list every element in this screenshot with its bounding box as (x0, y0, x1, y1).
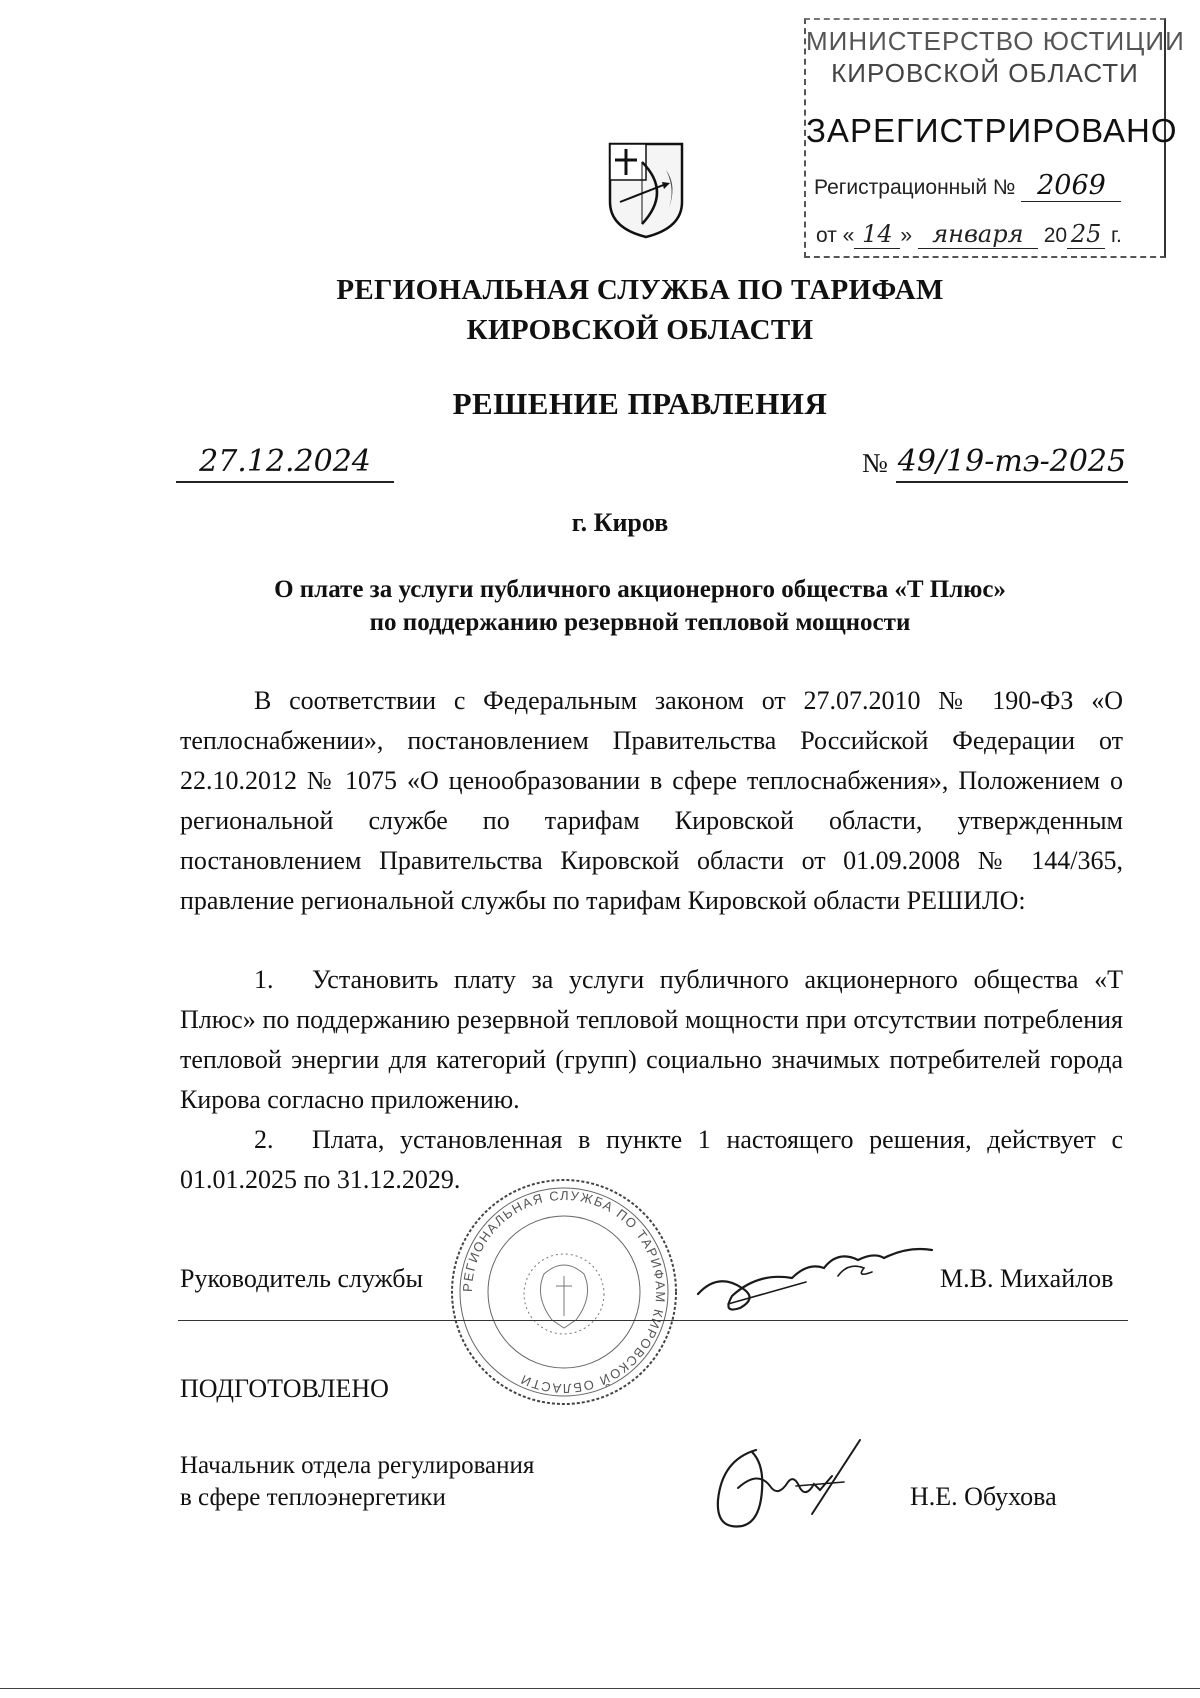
item-text: Установить плату за услуги публичного акционерного общества «Т Плюс» по поддержанию резервной тепловой мощности при отсутствии потребления тепловой энергии для категорий (групп) социально значимых потребителей города Кирова согласно приложению. (180, 965, 1123, 1114)
stamp-number-value: 2069 (1021, 170, 1121, 202)
preparer-position (180, 1450, 534, 1514)
preparer-position-line2: в сфере теплоэнергетики (180, 1484, 446, 1511)
item-number: 1. (254, 965, 274, 994)
number-sign: № (862, 448, 888, 478)
stamp-date-year-prefix: 20 (1043, 224, 1068, 247)
registration-stamp (804, 18, 1185, 258)
decision-item (180, 960, 1123, 1120)
document-number-block (862, 444, 1128, 483)
stamp-date-day: 14 (854, 220, 900, 249)
stamp-region: КИРОВСКОЙ ОБЛАСТИ (831, 58, 1139, 88)
stamp-date-year: 25 (1067, 220, 1105, 249)
signature-divider (178, 1320, 1128, 1321)
official-seal-icon (448, 1176, 680, 1408)
signatory-position: Руководитель службы (180, 1264, 423, 1293)
page-bottom-rule (0, 1688, 1200, 1689)
stamp-date-suffix: г. (1110, 224, 1122, 247)
preparer-position-line1: Начальник отдела регулирования (180, 1452, 535, 1479)
stamp-ministry: МИНИСТЕРСТВО ЮСТИЦИИ (806, 26, 1185, 56)
subject-line2: по поддержанию резервной тепловой мощности (369, 609, 911, 636)
city: г. Киров (571, 508, 669, 537)
stamp-status: ЗАРЕГИСТРИРОВАНО (806, 112, 1178, 149)
stamp-date-month: января (918, 220, 1038, 249)
document-number: 49/19-тэ-2025 (896, 444, 1128, 483)
item-number: 2. (254, 1125, 274, 1154)
document-type: РЕШЕНИЕ ПРАВЛЕНИЯ (452, 386, 828, 421)
stamp-date-mid: » (900, 224, 913, 247)
head-signature-icon (688, 1232, 938, 1332)
item-text: Плата, установленная в пункте 1 настоящего решения, действует с 01.01.2025 по 31.12.2029. (180, 1125, 1123, 1194)
org-name-line2: КИРОВСКОЙ ОБЛАСТИ (466, 314, 814, 346)
org-name-line1: РЕГИОНАЛЬНАЯ СЛУЖБА ПО ТАРИФАМ (336, 274, 944, 306)
preparer-name: Н.Е. Обухова (910, 1482, 1057, 1511)
prepared-label: ПОДГОТОВЛЕНО (180, 1374, 389, 1403)
stamp-number-label: Регистрационный № (814, 176, 1016, 199)
kirov-coat-of-arms-icon (606, 140, 686, 240)
preparer-signature-icon (708, 1430, 878, 1540)
stamp-date-prefix: от « (816, 224, 855, 247)
subject-line1: О плате за услуги публичного акционерного общества «Т Плюс» (274, 576, 1006, 603)
stamp-number-row (814, 170, 1121, 202)
preamble-paragraph: В соответствии с Федеральным законом от 27.07.2010 № 190-ФЗ «О теплоснабжении», постановлением Правительства Российской Федерации от 22.10.2012 № 1075 «О ценообразовании в сфере теплоснабжения», Положением о региональной службе по тарифам Кировской области, утвержденным постановлением Правительства Кировской области от 01.09.2008 № 144/365, правление региональной службы по тарифам Кировской области РЕШИЛО: (180, 686, 1123, 915)
document-date: 27.12.2024 (176, 444, 394, 483)
seal-text: РЕГИОНАЛЬНАЯ СЛУЖБА ПО ТАРИФАМ КИРОВСКОЙ ОБЛАСТИ (459, 1187, 669, 1397)
signatory-name: М.В. Михайлов (940, 1264, 1114, 1293)
stamp-date-row (816, 220, 1122, 249)
